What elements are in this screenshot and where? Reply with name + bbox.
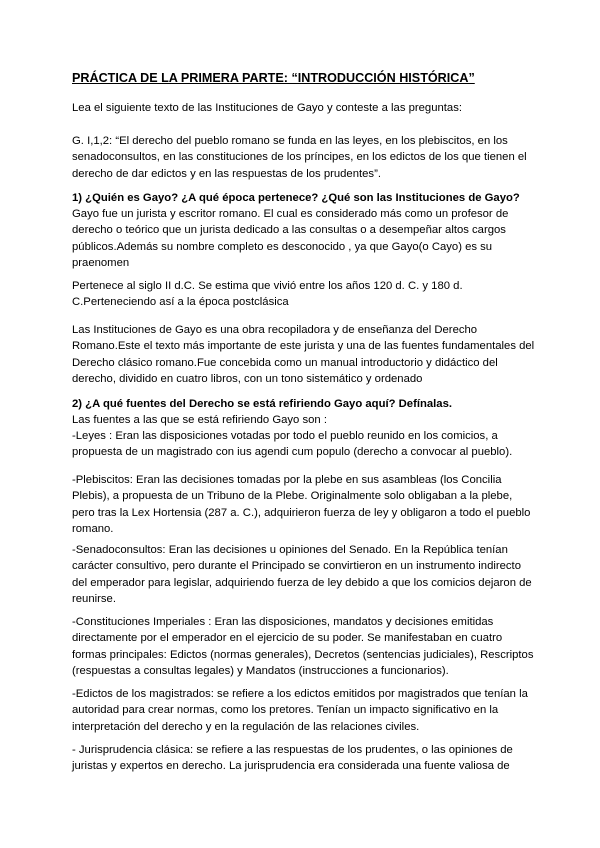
instruction-text: Lea el siguiente texto de las Instituciones de Gayo y conteste a las preguntas: (72, 102, 462, 114)
source-line: -Leyes : Eran las disposiciones votadas por todo el pueblo reunido en los comicios, a (72, 430, 498, 442)
source-line: interpretación del derecho y en la regulación de las relaciones civiles. (72, 720, 420, 733)
source-line: (respuestas a consultas legales) y Mandatos (instrucciones a funcionarios). (72, 665, 449, 678)
answer-1-paragraph-2 (72, 278, 534, 311)
answer-line: Derecho clásico romano.Fue concebida como un manual introductorio y didáctico del (72, 356, 498, 369)
quote-line: G. I,1,2: “El derecho del pueblo romano se funda en las leyes, en los plebiscitos, en los (72, 135, 508, 147)
page-title: PRÁCTICA DE LA PRIMERA PARTE: “INTRODUCCIÓN HISTÓRICA” (72, 71, 475, 85)
answer-line: Romano.Este el texto más importante de este jurista y una de las fuentes fundamentales del (72, 340, 535, 353)
source-line: juristas y expertos en derecho. La jurisprudencia era considerada una fuente valiosa de (72, 760, 510, 773)
answer-1-paragraph-3 (72, 322, 534, 388)
quote-line: derecho de dar edictos y en las respuestas de los prudentes”. (72, 167, 381, 180)
source-line: -Constituciones Imperiales : Eran las disposiciones, mandatos y decisiones emitidas (72, 616, 494, 628)
source-jurisprudencia (72, 742, 534, 775)
answer-line: Pertenece al siglo II d.C. Se estima que vivió entre los años 120 d. C. y 180 d. (72, 280, 463, 292)
source-plebiscitos (72, 472, 534, 538)
answer-line: praenomen (72, 257, 130, 270)
question-1-heading: 1) ¿Quién es Gayo? ¿A qué época pertenece? ¿Qué son las Instituciones de Gayo? (72, 192, 520, 204)
source-edictos-magistrados (72, 686, 534, 735)
question-2-heading: 2) ¿A qué fuentes del Derecho se está refiriendo Gayo aquí? Defínalas. (72, 398, 453, 410)
source-line: - Jurisprudencia clásica: se refiere a las respuestas de los prudentes, o las opiniones de (72, 744, 513, 756)
source-line: -Edictos de los magistrados: se refiere a los edictos emitidos por magistrados que tenían la (72, 688, 528, 700)
source-line: directamente por el emperador en el ejercicio de su poder. Se manifestaban en cuatro (72, 632, 503, 645)
source-line: -Plebiscitos: Eran las decisiones tomadas por la plebe en sus asambleas (los Concilia (72, 474, 502, 486)
source-line: reunirse. (72, 593, 116, 606)
source-line: -Senadoconsultos: Eran las decisiones u opiniones del Senado. En la República tenían (72, 544, 508, 556)
answer-1-paragraph-1 (72, 206, 534, 272)
source-line: propuesta de un magistrado con ius agendi cum populo (derecho a convocar al pueblo). (72, 446, 513, 459)
answer-line: Gayo fue un jurista y escritor romano. El cual es considerado más como un profesor de (72, 208, 509, 220)
answer-line: públicos.Además su nombre completo es desconocido , ya que Gayo(o Cayo) es su (72, 240, 493, 253)
source-line: del emperador para legislar, adquiriendo fuerza de ley debido a que los comicios dejaron de (72, 576, 532, 589)
source-line: Plebis), a propuesta de un Tribuno de la Plebe. Originalmente solo obligaban a la plebe, (72, 490, 513, 503)
answer-2-intro: Las fuentes a las que se está refiriendo Gayo son : (72, 414, 327, 426)
source-leyes (72, 428, 534, 461)
source-line: autoridad para crear normas, como los pretores. Tenían un impacto significativo en la (72, 704, 499, 717)
source-line: romano. (72, 523, 114, 536)
source-senadoconsultos (72, 542, 534, 608)
answer-line: derecho, dividido en cuatro libros, con un tono sistemático y ordenado (72, 373, 423, 386)
source-line: formas principales: Edictos (normas generales), Decretos (sentencias judiciales), Rescriptos (72, 648, 534, 661)
source-constituciones-imperiales (72, 614, 534, 680)
answer-line: derecho o teórico que un jurista dedicado a las consultas o a desempeñar altos cargos (72, 224, 506, 237)
answer-line: Las Instituciones de Gayo es una obra recopiladora y de enseñanza del Derecho (72, 324, 478, 336)
quote-paragraph (72, 133, 534, 182)
answer-line: C.Perteneciendo así a la época postclásica (72, 296, 289, 309)
source-line: carácter consultivo, pero durante el Principado se convirtieron en un instrumento indirecto (72, 560, 521, 573)
quote-line: senadoconsultos, en las constituciones de los príncipes, en los edictos de los que tienen el (72, 151, 527, 164)
source-line: pero tras la Lex Hortensia (287 a. C.), adquirieron fuerza de ley y obligaron a todo el pueblo (72, 506, 531, 519)
